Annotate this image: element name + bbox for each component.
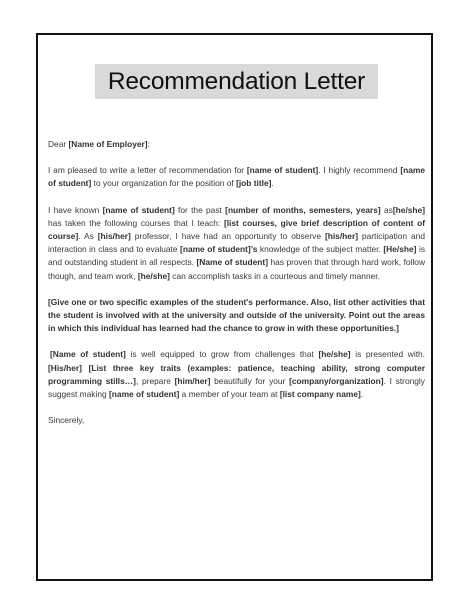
text-run: to your organization for the position of	[91, 178, 237, 189]
placeholder-run: [Name of student]	[196, 257, 268, 268]
placeholder-run: [list courses, give brief description of content of course]	[48, 217, 425, 242]
text-run: . I strongly suggest making	[48, 375, 425, 400]
text-run: as	[380, 204, 393, 215]
text-run: , prepare	[135, 375, 175, 386]
text-run: I have known	[48, 204, 103, 215]
salutation	[48, 138, 425, 151]
placeholder-run: [him/her]	[174, 375, 211, 386]
text-run: .	[271, 178, 274, 189]
text-run: knowledge of the subject matter.	[257, 244, 384, 255]
text-run: professor, I have had an opportunity to observe	[130, 231, 325, 242]
text-run: has taken the following courses that I teach:	[48, 217, 224, 228]
salutation-prefix: Dear	[48, 139, 69, 149]
placeholder-run: [company/organization]	[289, 375, 384, 386]
text-run: can accomplish tasks in a courteous and timely manner.	[169, 270, 380, 281]
placeholder-run: [his/her]	[97, 231, 131, 242]
placeholder-run: [His/her]	[48, 362, 82, 373]
placeholder-run: [list company name]	[279, 389, 361, 400]
text-run: .	[360, 389, 364, 400]
paragraph-intro	[48, 164, 425, 190]
placeholder-run: [List three key traits (examples: patience, teaching ability, strong computer programming stills…]	[48, 362, 426, 386]
placeholder-run: [job title]	[236, 178, 272, 189]
paragraph-examples: [Give one or two specific examples of the student's performance. Also, list other activities that the student is involved with at the university and outside of the university. Point out the areas in which this individual has learned had the chance to grow in with these opportunities.]	[48, 296, 425, 334]
placeholder-run: [he/she]	[392, 204, 425, 215]
text-run: is and outstanding student in all respects.	[48, 244, 425, 268]
text-run: has proven that through hard work, follow though, and team work,	[48, 257, 426, 281]
text-run: for the past	[174, 204, 226, 215]
placeholder-run: [name of student]’s	[180, 244, 258, 255]
placeholder-run: [he/she]	[318, 349, 351, 360]
text-run: participation and interaction in class and to evaluate	[48, 231, 425, 255]
text-run	[82, 363, 89, 373]
text-run: I am pleased to write a letter of recommendation for	[48, 165, 247, 176]
closing: Sincerely,	[48, 415, 85, 426]
letter-body	[48, 138, 425, 440]
placeholder-run: [he/she]	[137, 270, 170, 281]
paragraph-known	[48, 204, 425, 283]
document-title: Recommendation Letter	[107, 68, 366, 95]
placeholder-run: [name of student]	[102, 204, 175, 215]
placeholder-run: [Name of student]	[50, 349, 126, 360]
employer-placeholder: [Name of Employer]	[68, 139, 148, 149]
placeholder-run: [name of student]	[246, 165, 319, 176]
paragraph-traits	[48, 348, 425, 401]
text-run: a member of your team at	[179, 389, 280, 400]
text-run: beautifully for your	[210, 375, 290, 386]
salutation-suffix: :	[147, 139, 150, 149]
title-highlight	[95, 64, 378, 99]
placeholder-run: [number of months, semesters, years]	[225, 204, 381, 215]
placeholder-run: [He/she]	[383, 244, 417, 255]
text-run: . As	[78, 231, 98, 242]
placeholder-run: [his/her]	[324, 231, 358, 242]
text-run: is well equipped to grow from challenges that	[125, 349, 319, 360]
placeholder-run: [name of student]	[48, 165, 426, 189]
text-run: . I highly recommend	[318, 165, 401, 176]
text-run: is presented with.	[350, 349, 426, 360]
placeholder-run: [name of student]	[109, 389, 180, 400]
